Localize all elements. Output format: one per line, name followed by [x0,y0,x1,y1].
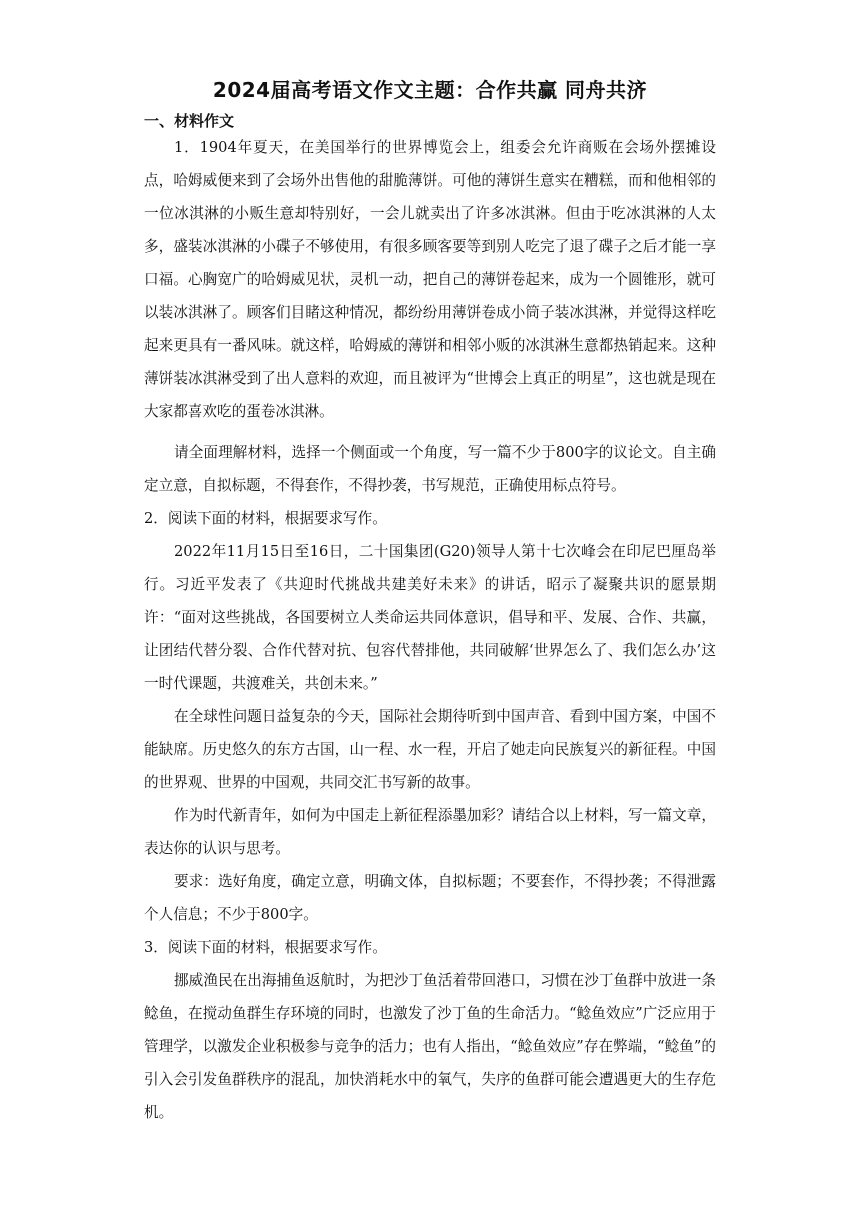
section-heading: 一、材料作文 [144,112,235,130]
q1-prompt: 请全面理解材料，选择一个侧面或一个角度，写一篇不少于800字的议论文。自主确定立意，自拟标题，不得套作，不得抄袭，书写规范，正确使用标点符号。 [144,444,716,494]
q3-intro: 3．阅读下面的材料，根据要求写作。 [144,939,387,956]
document-title: 2024届高考语文作文主题：合作共赢 同舟共济 [212,78,648,102]
q2-para3: 作为时代新青年，如何为中国走上新征程添墨加彩？请结合以上材料，写一篇文章，表达你的认识与思考。 [144,807,716,857]
q2-requirements: 要求：选好角度，确定立意，明确文体，自拟标题；不要套作，不得抄袭；不得泄露个人信息；不少于800字。 [144,873,716,923]
q3-para1: 挪威渔民在出海捕鱼返航时，为把沙丁鱼活着带回港口，习惯在沙丁鱼群中放进一条鲶鱼，在搅动鱼群生存环境的同时，也激发了沙丁鱼的生命活力。“鲶鱼效应”广泛应用于管理学，以激发企业积极参与竞争的活力；也有人指出，“鲶鱼效应”存在弊端，“鲶鱼”的引入会引发鱼群秩序的混乱，加快消耗水中的氧气，失序的鱼群可能会遭遇更大的生存危机。 [144,972,716,1121]
q1-material: 1．1904年夏天，在美国举行的世界博览会上，组委会允许商贩在会场外摆摊设点，哈姆威便来到了会场外出售他的甜脆薄饼。可他的薄饼生意实在糟糕，而和他相邻的一位冰淇淋的小贩生意却特别好，一会儿就卖出了许多冰淇淋。但由于吃冰淇淋的人太多，盛装冰淇淋的小碟子不够使用，有很多顾客要等到别人吃完了退了碟子之后才能一享口福。心胸宽广的哈姆威见状，灵机一动，把自己的薄饼卷起来，成为一个圆锥形，就可以装冰淇淋了。顾客们目睹这种情况，都纷纷用薄饼卷成小筒子装冰淇淋，并觉得这样吃起来更具有一番风味。就这样，哈姆威的薄饼和相邻小贩的冰淇淋生意都热销起来。这种薄饼装冰淇淋受到了出人意料的欢迎，而且被评为“世博会上真正的明星”，这也就是现在大家都喜欢吃的蛋卷冰淇淋。 [144,139,716,420]
q2-para1: 2022年11月15日至16日，二十国集团(G20)领导人第十七次峰会在印尼巴厘岛举行。习近平发表了《共迎时代挑战共建美好未来》的讲话，昭示了凝聚共识的愿景期许：“面对这些挑战，各国要树立人类命运共同体意识，倡导和平、发展、合作、共赢，让团结代替分裂、合作代替对抗、包容代替排他，共同破解‘世界怎么了、我们怎么办’这一时代课题，共渡难关，共创未来。” [144,543,716,692]
q2-intro: 2．阅读下面的材料，根据要求写作。 [144,510,387,527]
q2-para2: 在全球性问题日益复杂的今天，国际社会期待听到中国声音、看到中国方案，中国不能缺席。历史悠久的东方古国，山一程、水一程，开启了她走向民族复兴的新征程。中国的世界观、世界的中国观，共同交汇书写新的故事。 [144,708,716,791]
